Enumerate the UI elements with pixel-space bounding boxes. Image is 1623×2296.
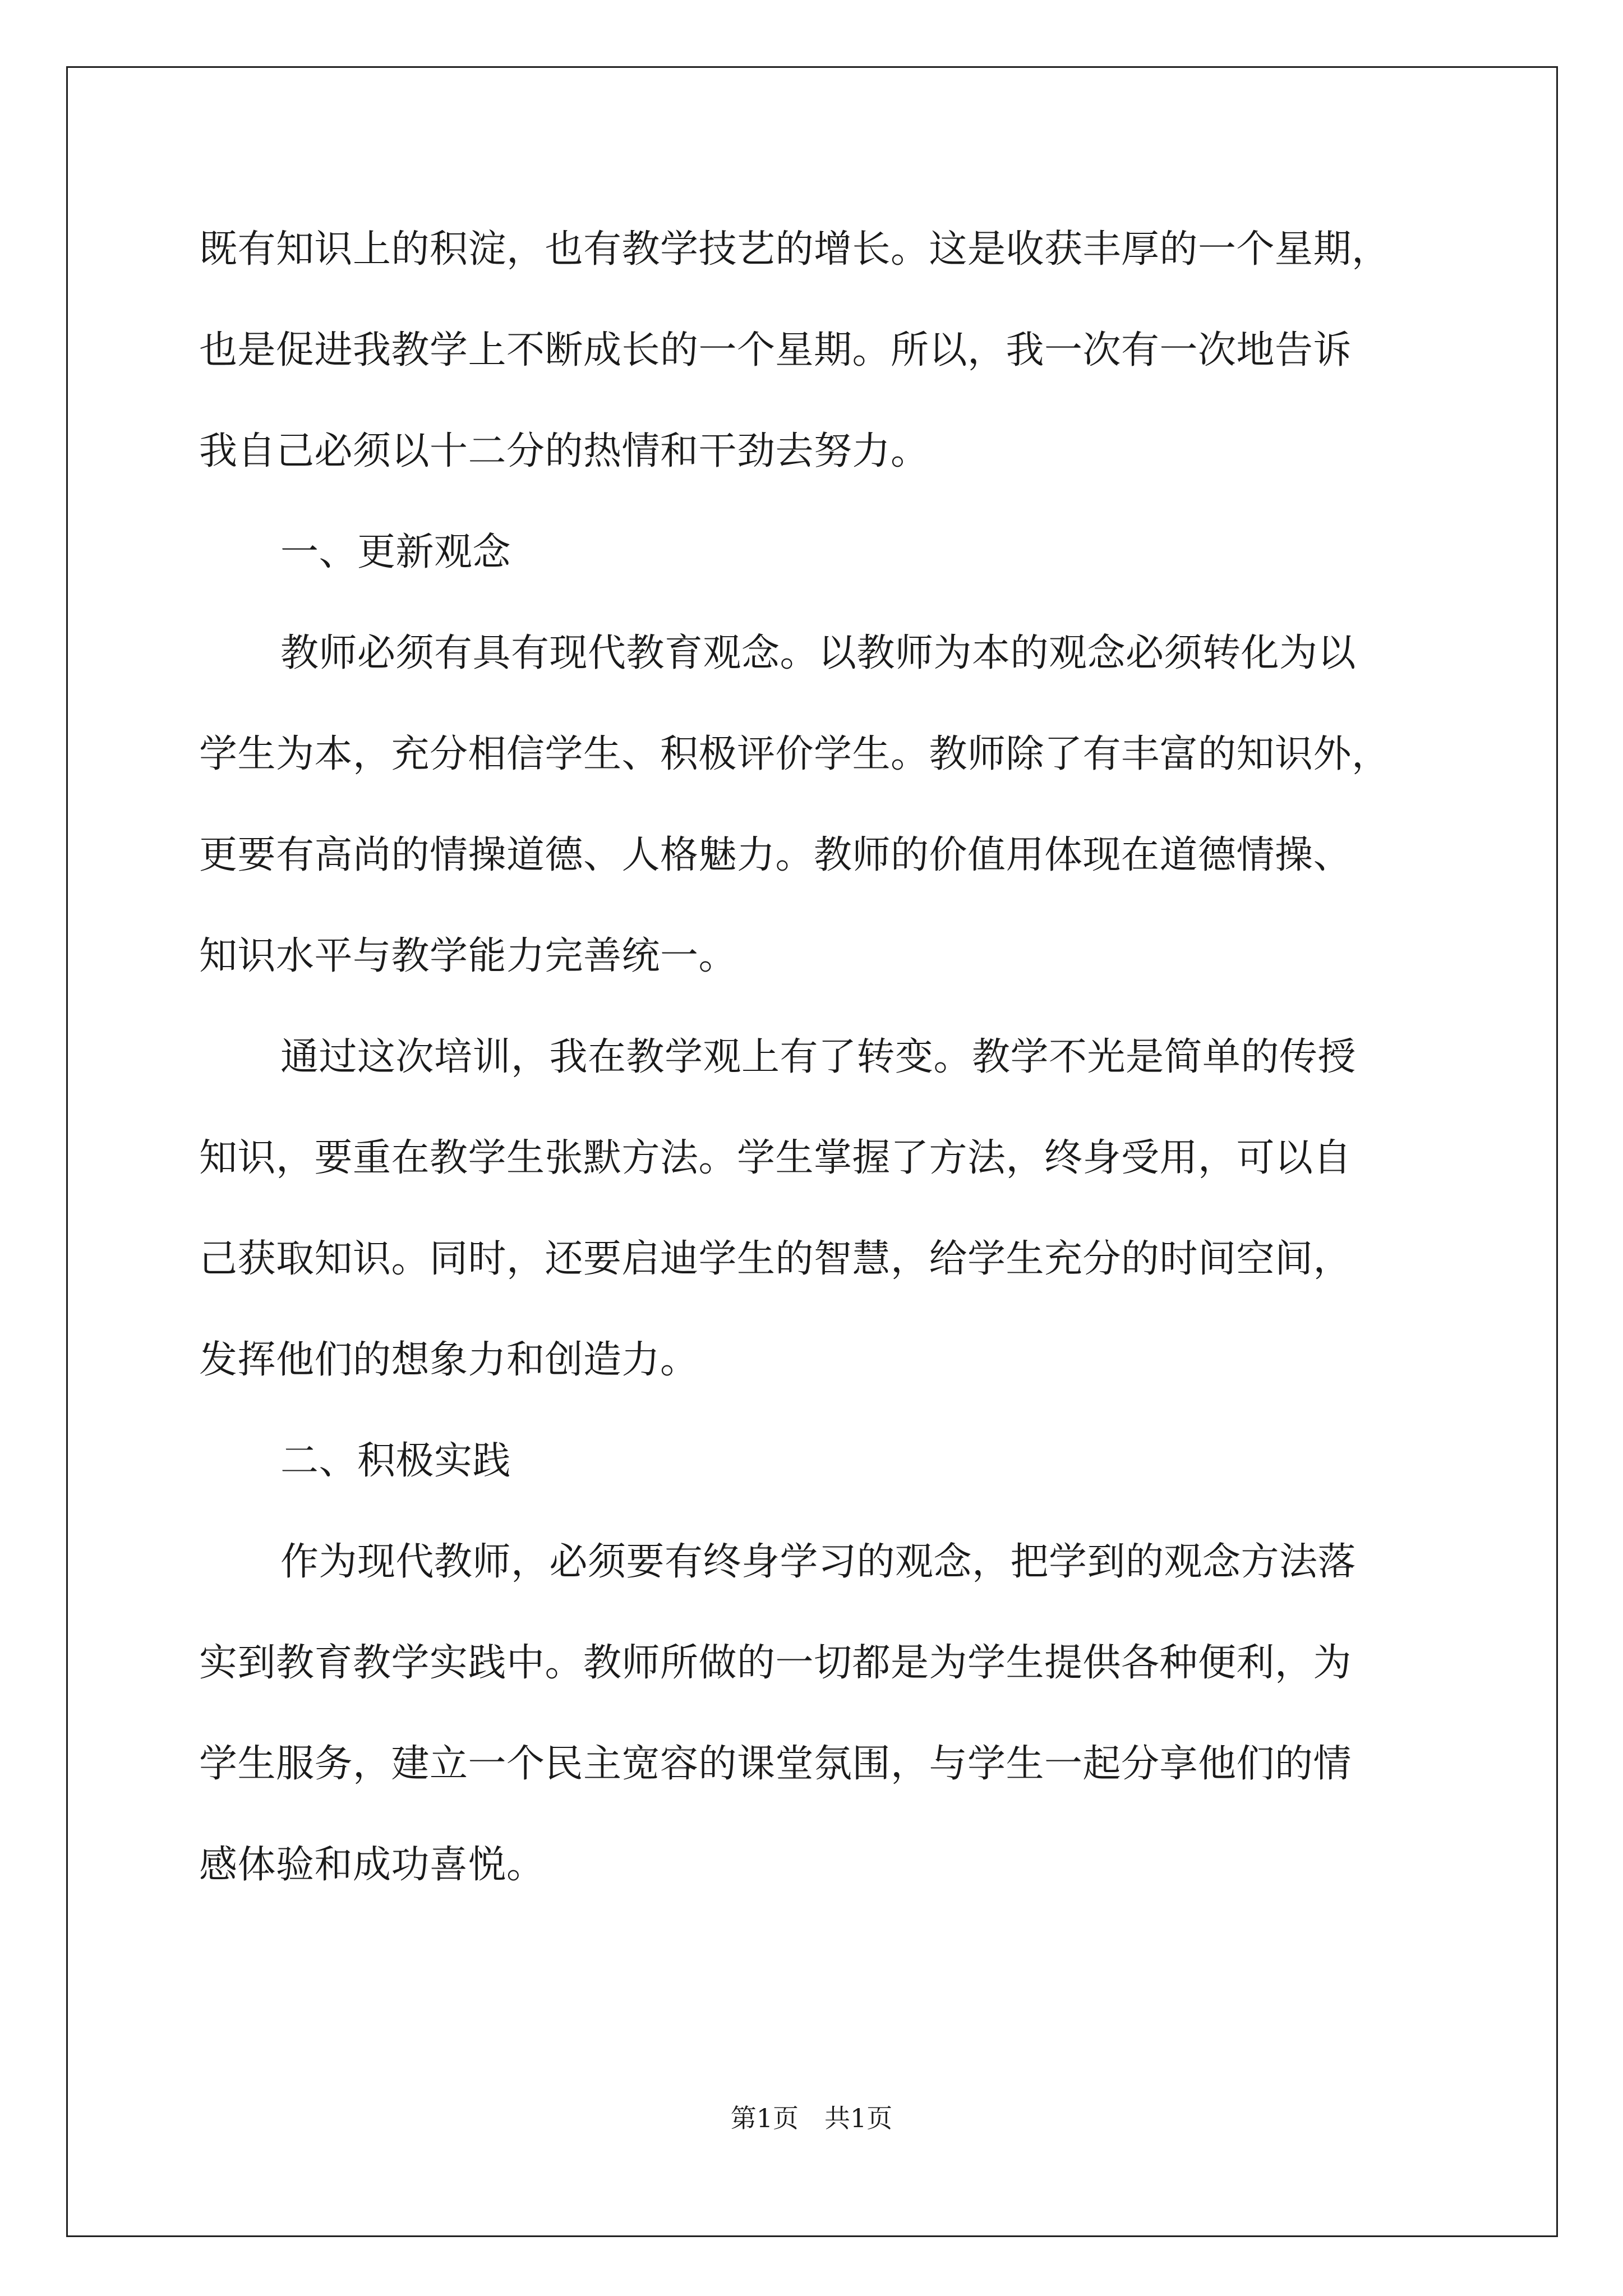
text-line: 也是促进我教学上不断成长的一个星期。所以，我一次有一次地告诉 [199, 328, 1352, 372]
text-line: 作为现代教师，必须要有终身学习的观念，把学到的观念方法落 [280, 1540, 1357, 1584]
text-line: 更要有高尚的情操道德、人格魅力。教师的价值用体现在道德情操、 [199, 833, 1352, 877]
page-total: 共1页 [824, 2103, 893, 2133]
text-line: 学生服务，建立一个民主宽容的课堂氛围，与学生一起分享他们的情 [199, 1742, 1352, 1786]
page-number: 第1页 [730, 2103, 799, 2133]
text-line: 学生为本，充分相信学生、积极评价学生。教师除了有丰富的知识外， [199, 732, 1390, 776]
text-line: 二、积极实践 [280, 1439, 511, 1483]
document-body [199, 199, 1438, 1916]
text-line: 知识，要重在教学生张默方法。学生掌握了方法，终身受用，可以自 [199, 1136, 1352, 1180]
text-line: 既有知识上的积淀，也有教学技艺的增长。这是收获丰厚的一个星期， [199, 227, 1390, 272]
text-line: 知识水平与教学能力完善统一。 [199, 934, 737, 978]
text-line: 己获取知识。同时，还要启迪学生的智慧，给学生充分的时间空间， [199, 1237, 1352, 1281]
text-line: 通过这次培训，我在教学观上有了转变。教学不光是简单的传授 [280, 1035, 1357, 1079]
page-footer [0, 2098, 1623, 2135]
text-line: 我自己必须以十二分的热情和干劲去努力。 [199, 429, 929, 473]
text-line: 发挥他们的想象力和创造力。 [199, 1338, 699, 1382]
text-line: 实到教育教学实践中。教师所做的一切都是为学生提供各种便利，为 [199, 1641, 1352, 1685]
text-line: 一、更新观念 [280, 530, 511, 574]
text-line: 感体验和成功喜悦。 [199, 1843, 545, 1887]
text-line: 教师必须有具有现代教育观念。以教师为本的观念必须转化为以 [280, 631, 1357, 675]
